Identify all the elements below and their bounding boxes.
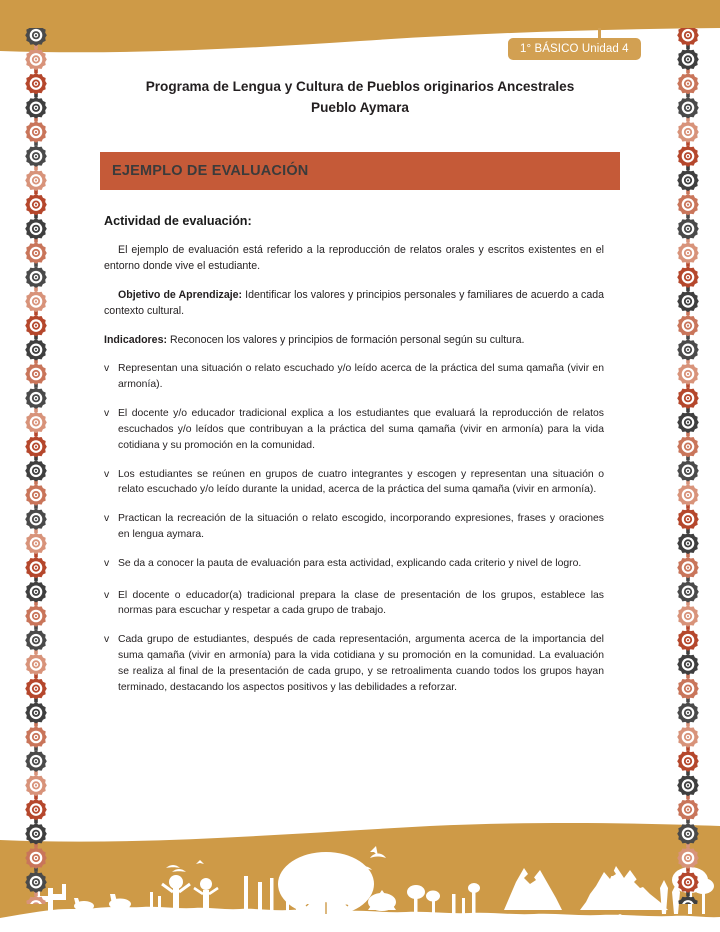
- bullet-marker-icon: v: [104, 363, 110, 375]
- list-item-text: El docente o educador(a) tradicional prepara la clase de presentación de los grupos, establece las normas para escuchar y respetar a cada grupo de trabajo.: [118, 589, 604, 617]
- objective-label: Objetivo de Aprendizaje:: [118, 289, 243, 302]
- bullet-marker-icon: v: [104, 634, 110, 646]
- list-item-text: Cada grupo de estudiantes, después de cada representación, argumenta acerca de la importancia del suma qamaña (vivir en armonía) para la vida cotidiana y su promoción en la comunidad. La evaluación se realiza al final de la presentación de cada grupo, y se retroalimenta cuando todos los grupos hayan terminado, destacando los aspectos positivos y las debilidades a reforzar.: [118, 634, 604, 693]
- list-item-text: Se da a conocer la pauta de evaluación para esta actividad, explicando cada criterio y nivel de logro.: [118, 557, 582, 569]
- list-item: [104, 511, 604, 543]
- indicators-text: Reconocen los valores y principios de formación personal según su cultura.: [167, 334, 525, 347]
- activity-bullet-list: [104, 361, 604, 695]
- body-content: [104, 214, 604, 708]
- section-banner: [100, 152, 620, 190]
- list-item-text: Practican la recreación de la situación o relato escogido, incorporando expresiones, frases y oraciones en lengua aymara.: [118, 513, 604, 540]
- left-decorative-border: [24, 28, 48, 904]
- banner-title: EJEMPLO DE EVALUACIÓN: [112, 163, 309, 179]
- intro-paragraph: El ejemplo de evaluación está referido a la reproducción de relatos orales y escritos existentes en el entorno donde vive el estudiante.: [104, 244, 604, 273]
- right-decorative-border: [676, 28, 700, 904]
- list-item: [104, 632, 604, 695]
- bullet-marker-icon: v: [104, 513, 110, 525]
- objective-paragraph: [104, 287, 604, 319]
- bullet-marker-icon: v: [104, 557, 110, 569]
- bullet-marker-icon: v: [104, 589, 110, 601]
- list-item: [104, 556, 604, 572]
- indicators-label: Indicadores:: [104, 334, 167, 347]
- list-item: [104, 361, 604, 393]
- indicators-paragraph: [104, 332, 604, 348]
- title-line-2: Pueblo Aymara: [311, 100, 409, 116]
- list-item-text: El docente y/o educador tradicional explica a los estudiantes que evaluará la reproducción de relatos escuchados y/o leídos que contribuyan a la práctica del suma qamaña (vivir en armonía) para la vida cotidiana y su promoción en la comunidad.: [118, 408, 604, 451]
- list-item-text: Representan una situación o relato escuchado y/o leído acerca de la práctica del suma qamaña (vivir en armonía).: [118, 363, 604, 391]
- bullet-marker-icon: v: [104, 408, 110, 420]
- list-item-text: Los estudiantes se reúnen en grupos de cuatro integrantes y escogen y representan una situación o relato escuchado y/o leído durante la unidad, acerca de la práctica del suma qamaña (vivir en armonía).: [118, 468, 604, 496]
- page-title: [100, 76, 620, 118]
- unit-badge: 1° BÁSICO Unidad 4: [508, 38, 641, 60]
- activity-heading: Actividad de evaluación:: [104, 214, 252, 228]
- title-line-1: Programa de Lengua y Cultura de Pueblos originarios Ancestrales: [145, 79, 575, 94]
- list-item: [104, 406, 604, 453]
- objective-text: Identificar los valores y principios personales y familiares de acuerdo a cada contexto cultural.: [104, 289, 605, 318]
- bullet-marker-icon: v: [104, 468, 110, 480]
- list-item: [104, 467, 604, 499]
- list-item: [104, 588, 604, 620]
